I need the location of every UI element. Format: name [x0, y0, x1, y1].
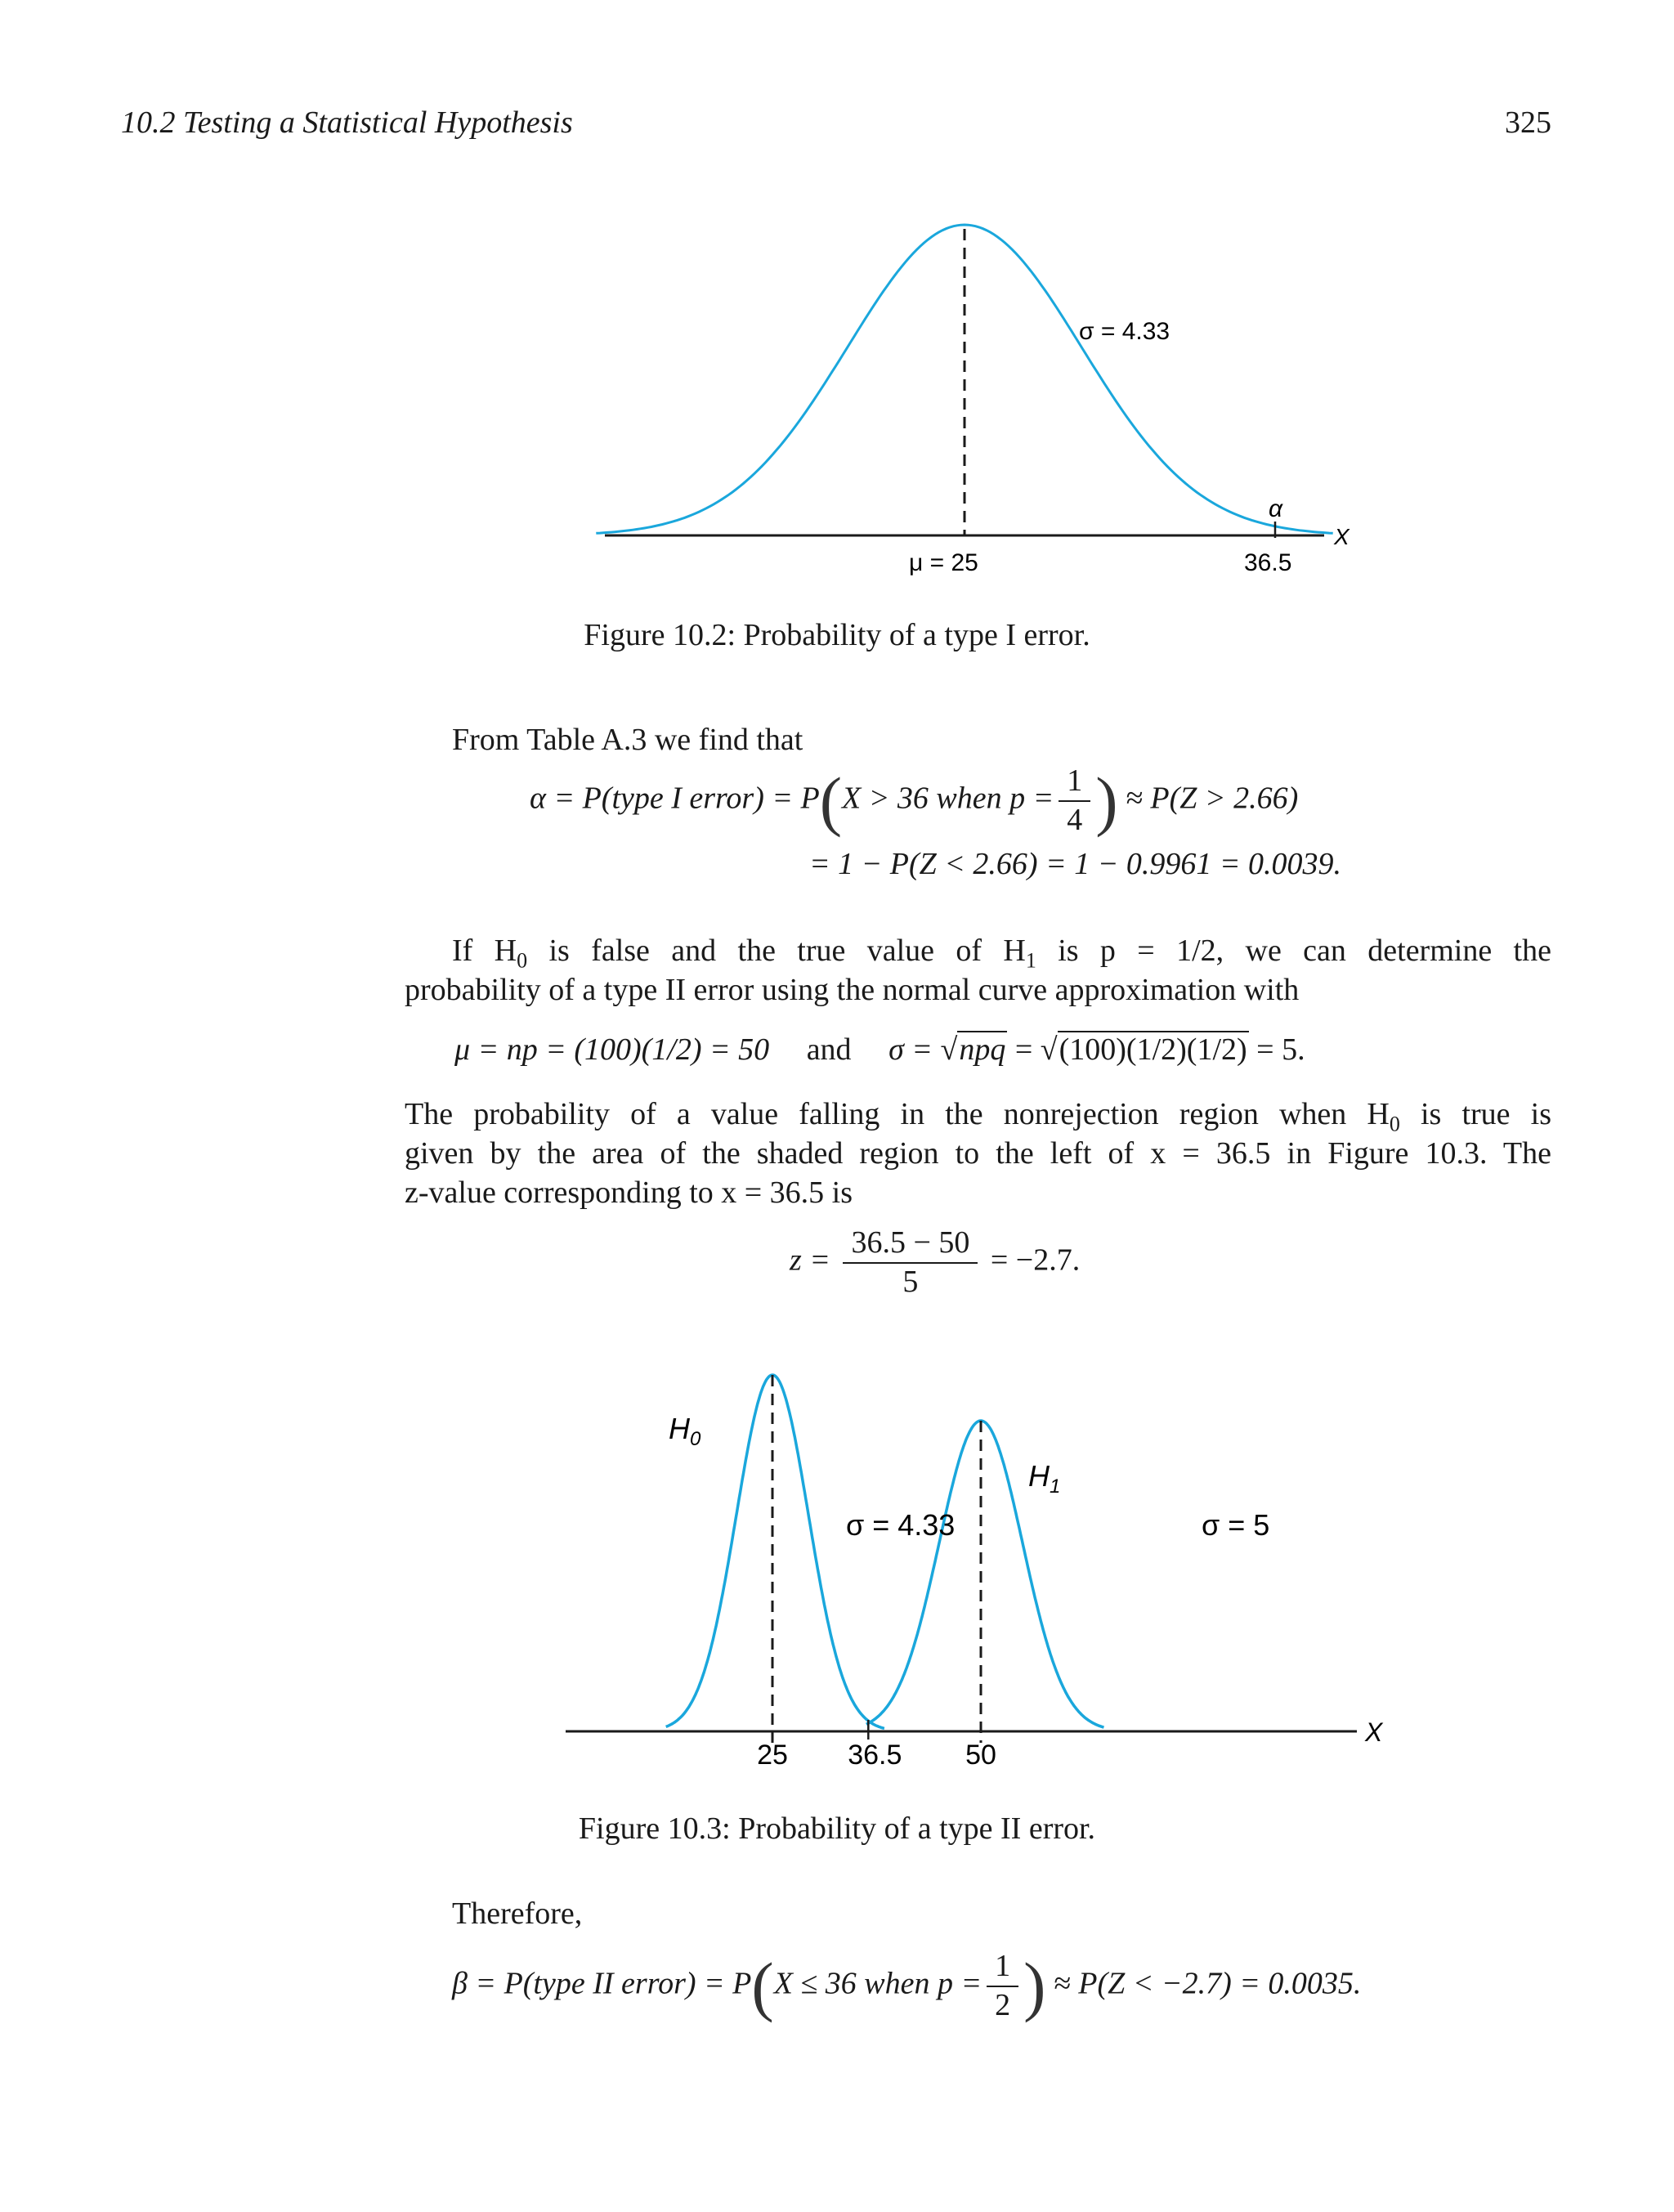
tick-label-50: 50: [965, 1740, 996, 1766]
alpha-equation-line2: = 1 − P(Z < 2.66) = 1 − 0.9961 = 0.0039.: [809, 847, 1342, 881]
tick-label-36-5: 36.5: [848, 1740, 902, 1766]
h1-density-curve: [866, 1421, 1104, 1727]
mu-sigma-equation: μ = np = (100)(1/2) = 50 and σ = √npq = √(100)(1/2)(1/2) = 5.: [454, 1032, 1305, 1067]
figure-10-3: [556, 1341, 1422, 1766]
page-number: 325: [1505, 105, 1551, 140]
axis-label-x: X: [1365, 1717, 1383, 1747]
alpha-equation: α = P(type I error) = P(X > 36 when p = $\frac{1}{4}$ ) ≈ P(Z > 2.66): [530, 763, 1299, 838]
sigma0-label: σ = 4.33: [846, 1508, 956, 1542]
para1-line1: If $H_0$ is false and the true value of $H_1$ is p = 1/2, we can determine the: [452, 934, 1551, 973]
therefore-text: Therefore,: [452, 1896, 583, 1931]
sigma1-label: σ = 5: [1202, 1508, 1270, 1542]
mu-label: μ = 25: [909, 549, 978, 576]
tick-label-25: 25: [757, 1740, 788, 1766]
sigma-label: σ = 4.33: [1079, 318, 1170, 345]
h1-label: $H_1$: [1028, 1459, 1061, 1498]
critical-value-label: 36.5: [1244, 549, 1292, 576]
h0-label: $H_0$: [669, 1412, 701, 1450]
section-header: 10.2 Testing a Statistical Hypothesis: [121, 105, 573, 140]
z-equation: z = $\frac{36.5 - 50}{5}$ = −2.7.: [790, 1225, 1081, 1299]
figure-10-3-caption: Figure 10.3: Probability of a type II error.: [578, 1811, 1096, 1846]
alpha-label: α: [1269, 495, 1283, 522]
para1-line2: probability of a type II error using the normal curve approximation with: [405, 973, 1300, 1007]
from-table-text: From Table A.3 we find that: [452, 723, 803, 757]
axis-label-x: X: [1334, 524, 1349, 549]
para2-line1: The probability of a value falling in the nonrejection region when $H_0$ is true is: [405, 1097, 1551, 1136]
figure-10-2-caption: Figure 10.2: Probability of a type I error.: [584, 618, 1090, 652]
para2-line3: z-value corresponding to x = 36.5 is: [405, 1175, 853, 1210]
figure-10-2: [572, 196, 1357, 589]
para2-line2: given by the area of the shaded region to the left of x = 36.5 in Figure 10.3. The: [405, 1136, 1551, 1171]
beta-equation: β = P(type II error) = P(X ≤ 36 when p = $\frac{1}{2}$ ) ≈ P(Z < −2.7) = 0.0035.: [452, 1948, 1362, 2023]
